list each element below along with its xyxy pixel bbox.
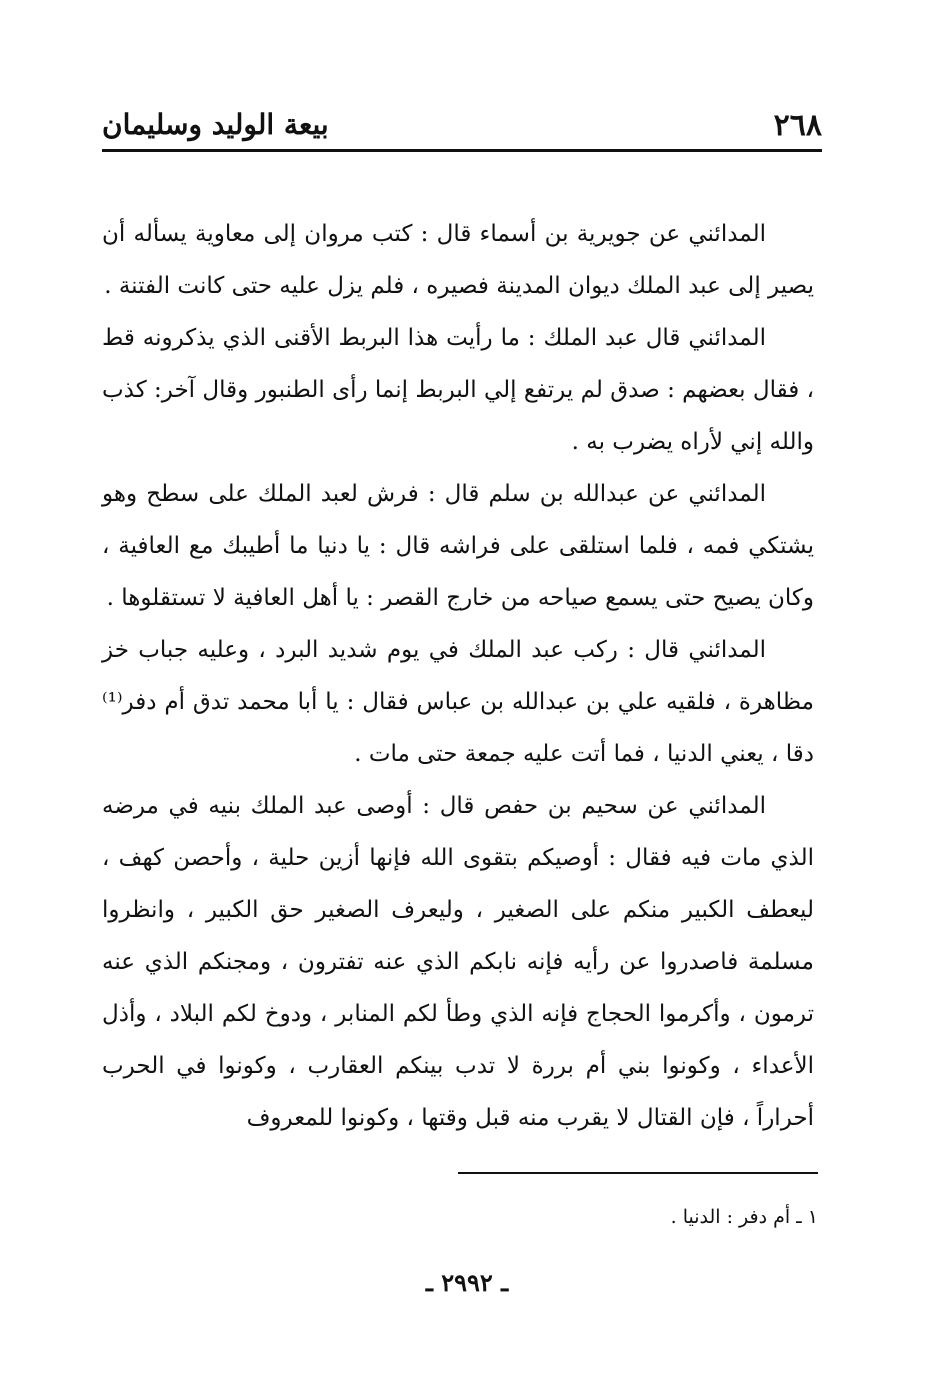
paragraph: المدائني عن عبدالله بن سلم قال : فرش لعبد الملك على سطح وهو يشتكي فمه ، فلما استلقى على فراشه قال : يا دنيا ما أطيبك مع العافية ، وكان يصيح حتى يسمع صياحه من خارج القصر : يا أهل العافية لا تستقلوها . [102,481,814,611]
main-text [102,208,814,1144]
paragraph: المدائني عن سحيم بن حفص قال : أوصى عبد الملك بنيه في مرضه الذي مات فيه فقال : أوصيكم بتقوى الله فإنها أزين حلية ، وأحصن كهف ، ليعطف الكبير منكم على الصغير ، وليعرف الصغير حق الكبير ، وانظروا مسلمة فاصدروا عن رأيه فإنه نابكم الذي عنه تفترون ، ومجنكم الذي عنه ترمون ، وأكرموا الحجاج فإنه الذي وطأ لكم المنابر ، ودوخ لكم البلاد ، وأذل الأعداء ، وكونوا بني أم بررة لا تدب بينكم العقارب ، وكونوا في الحرب أحراراً ، فإن القتال لا يقرب منه قبل وقتها ، وكونوا للمعروف [102,793,814,1131]
header-rule [102,149,822,152]
paragraph: المدائني قال : ركب عبد الملك في يوم شديد البرد ، وعليه جباب خز مظاهرة ، فلقيه علي بن عبدالله بن عباس فقال : يا أبا محمد تدق أم دفر⁽¹⁾ دقا ، يعني الدنيا ، فما أتت عليه جمعة حتى مات . [102,637,814,767]
running-title: بيعة الوليد وسليمان [102,108,329,141]
page-number: ٢٦٨ [773,108,822,143]
page-header [102,100,822,148]
footnote: ١ ـ أم دفر : الدنيا . [670,1206,818,1228]
paragraph: المدائني قال عبد الملك : ما رأيت هذا البربط الأقنى الذي يذكرونه قط ، فقال بعضهم : صدق لم يرتفع إلي البربط إنما رأى الطنبور وقال آخر: كذب والله إني لأراه يضرب به . [102,325,814,455]
footnote-rule [458,1172,818,1174]
paragraph: المدائني عن جويرية بن أسماء قال : كتب مروان إلى معاوية يسأله أن يصير إلى عبد الملك ديوان المدينة فصيره ، فلم يزل عليه حتى كانت الفتنة . [102,221,814,299]
folio-number: ـ ٢٩٩٢ ـ [425,1268,509,1297]
